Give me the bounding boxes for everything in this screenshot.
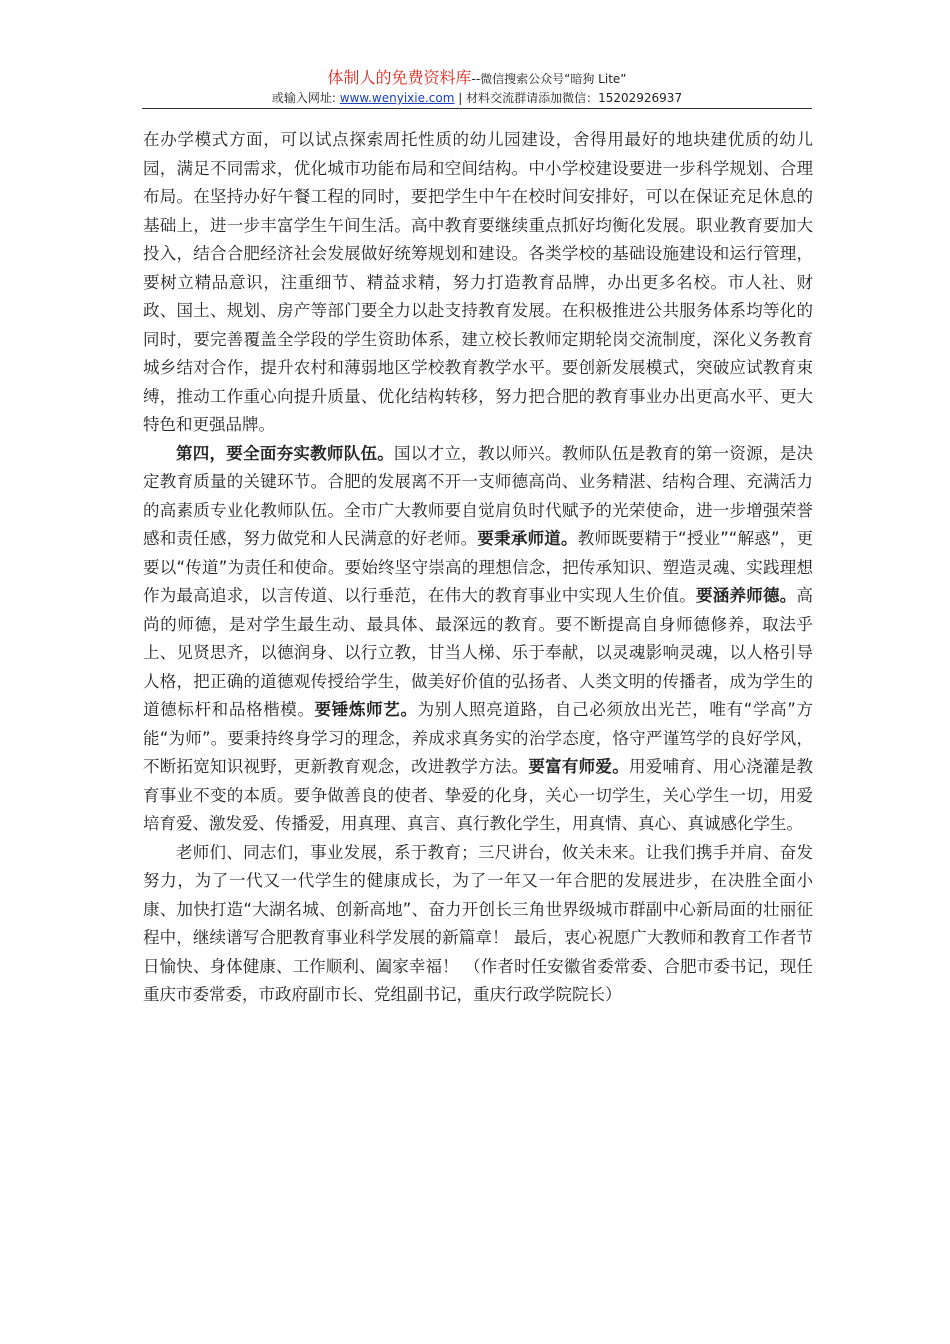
text-run: 在办学模式方面，可以试点探索周托性质的幼儿园建设，舍得用最好的地块建优质的幼儿园，满足不同需求，优化城市功能布局和空间结构。中小学校建设要进一步科学规划、合理布局。在坚持办好午餐工程的同时，要把学生中午在校时间安排好，可以在保证充足休息的基础上，进一步丰富学生午间生活。高中教育要继续重点抓好均衡化发展。职业教育要加大投入，结合合肥经济社会发展做好统筹规划和建设。各类学校的基础设施建设和运行管理，要树立精品意识，注重细节、精益求精，努力打造教育品牌，办出更多名校。市人社、财政、国土、规划、房产等部门要全力以赴支持教育发展。在积极推进公共服务体系均等化的同时，要完善覆盖全学段的学生资助体系，建立校长教师定期轮岗交流制度，深化义务教育城乡结对合作，提升农村和薄弱地区学校教育教学水平。要创新发展模式，突破应试教育束缚，推动工作重心向提升质量、优化结构转移，努力把合肥的教育事业办出更高水平、更大特色和更强品牌。 (143, 130, 813, 434)
bold-heading-run: 要锤炼师艺。 (314, 700, 418, 719)
url-prefix: 或输入网址: (271, 91, 340, 105)
text-run: 老师们、同志们，事业发展，系于教育；三尺讲台，攸关未来。让我们携手并肩、奋发努力，为了一代又一代学生的健康成长，为了一年又一年合肥的发展进步，在决胜全面小康、加快打造“大湖名城、创新高地”、奋力开创长三角世界级城市群副中心新局面的壮丽征程中，继续谱写合肥教育事业科学发展的新篇章！ 最后，衷心祝愿广大教师和教育工作者节日愉快、身体健康、工作顺利、阖家幸福！ （作者时任安徽省委常委、合肥市委书记，现任重庆市委常委，市政府副市长、党组副书记，重庆行政学院院长） (143, 842, 813, 1004)
header-banner (142, 68, 812, 89)
text-run: 高尚的师德，是对学生最生动、最具体、最深远的教育。要不断提高自身师德修养，取法乎上、见贤思齐，以德润身、以行立教，甘当人梯、乐于奉献，以灵魂影响灵魂，以人格引导人格，把正确的道德观传授给学生，做美好价值的弘扬者、人类文明的传播者，成为学生的道德标杆和品格楷模。 (143, 586, 814, 719)
text-run: 用爱哺育、用心浇灌是教育事业不变的本质。要争做善良的使者、挚爱的化身，关心一切学生，关心学生一切，用爱培育爱、激发爱、传播爱，用真理、真言、真行教化学生，用真情、真心、真诚感化学生。 (143, 757, 814, 833)
article-body (143, 126, 813, 1010)
contact-info: | 材料交流群请添加微信：15202926937 (454, 91, 683, 105)
bold-heading-run: 要涵养师德。 (695, 586, 797, 605)
bold-heading-run: 第四，要全面夯实教师队伍。 (176, 443, 395, 463)
text-run: 教师既要精于“授业”“解惑”，更要以“传道”为责任和使命。要始终坚守崇高的理想信念，把传承知识、塑造灵魂、实践理想作为最高追求，以言传道、以行垂范，在伟大的教育事业中实现人生价值。 (143, 529, 814, 605)
page-header (142, 68, 812, 107)
text-run: 为别人照亮道路，自己必须放出光芒，唯有“学高”方能“为师”。要秉持终身学习的理念，养成求真务实的治学态度，恪守严谨笃学的良好学风，不断拓宽知识视野，更新教育观念，改进教学方法。 (143, 700, 813, 776)
paragraph (143, 440, 813, 839)
text-run: 国以才立，教以师兴。教师队伍是教育的第一资源，是决定教育质量的关键环节。合肥的发展离不开一支师德高尚、业务精湛、结构合理、充满活力的高素质专业化教师队伍。全市广大教师要自觉肩负时代赋予的光荣使命，进一步增强荣誉感和责任感，努力做党和人民满意的好老师。 (143, 443, 814, 548)
header-tagline: --微信搜索公众号“暗狗 Lite” (471, 72, 627, 86)
header-divider (142, 108, 812, 109)
bold-heading-run: 要富有师爱。 (528, 757, 629, 776)
paragraph (143, 839, 813, 1010)
header-contact-line (142, 89, 812, 107)
header-brand: 体制人的免费资料库 (327, 68, 472, 87)
website-link[interactable]: www.wenyixie.com (339, 91, 455, 105)
bold-heading-run: 要秉承师道。 (477, 529, 578, 548)
paragraph (143, 126, 813, 440)
